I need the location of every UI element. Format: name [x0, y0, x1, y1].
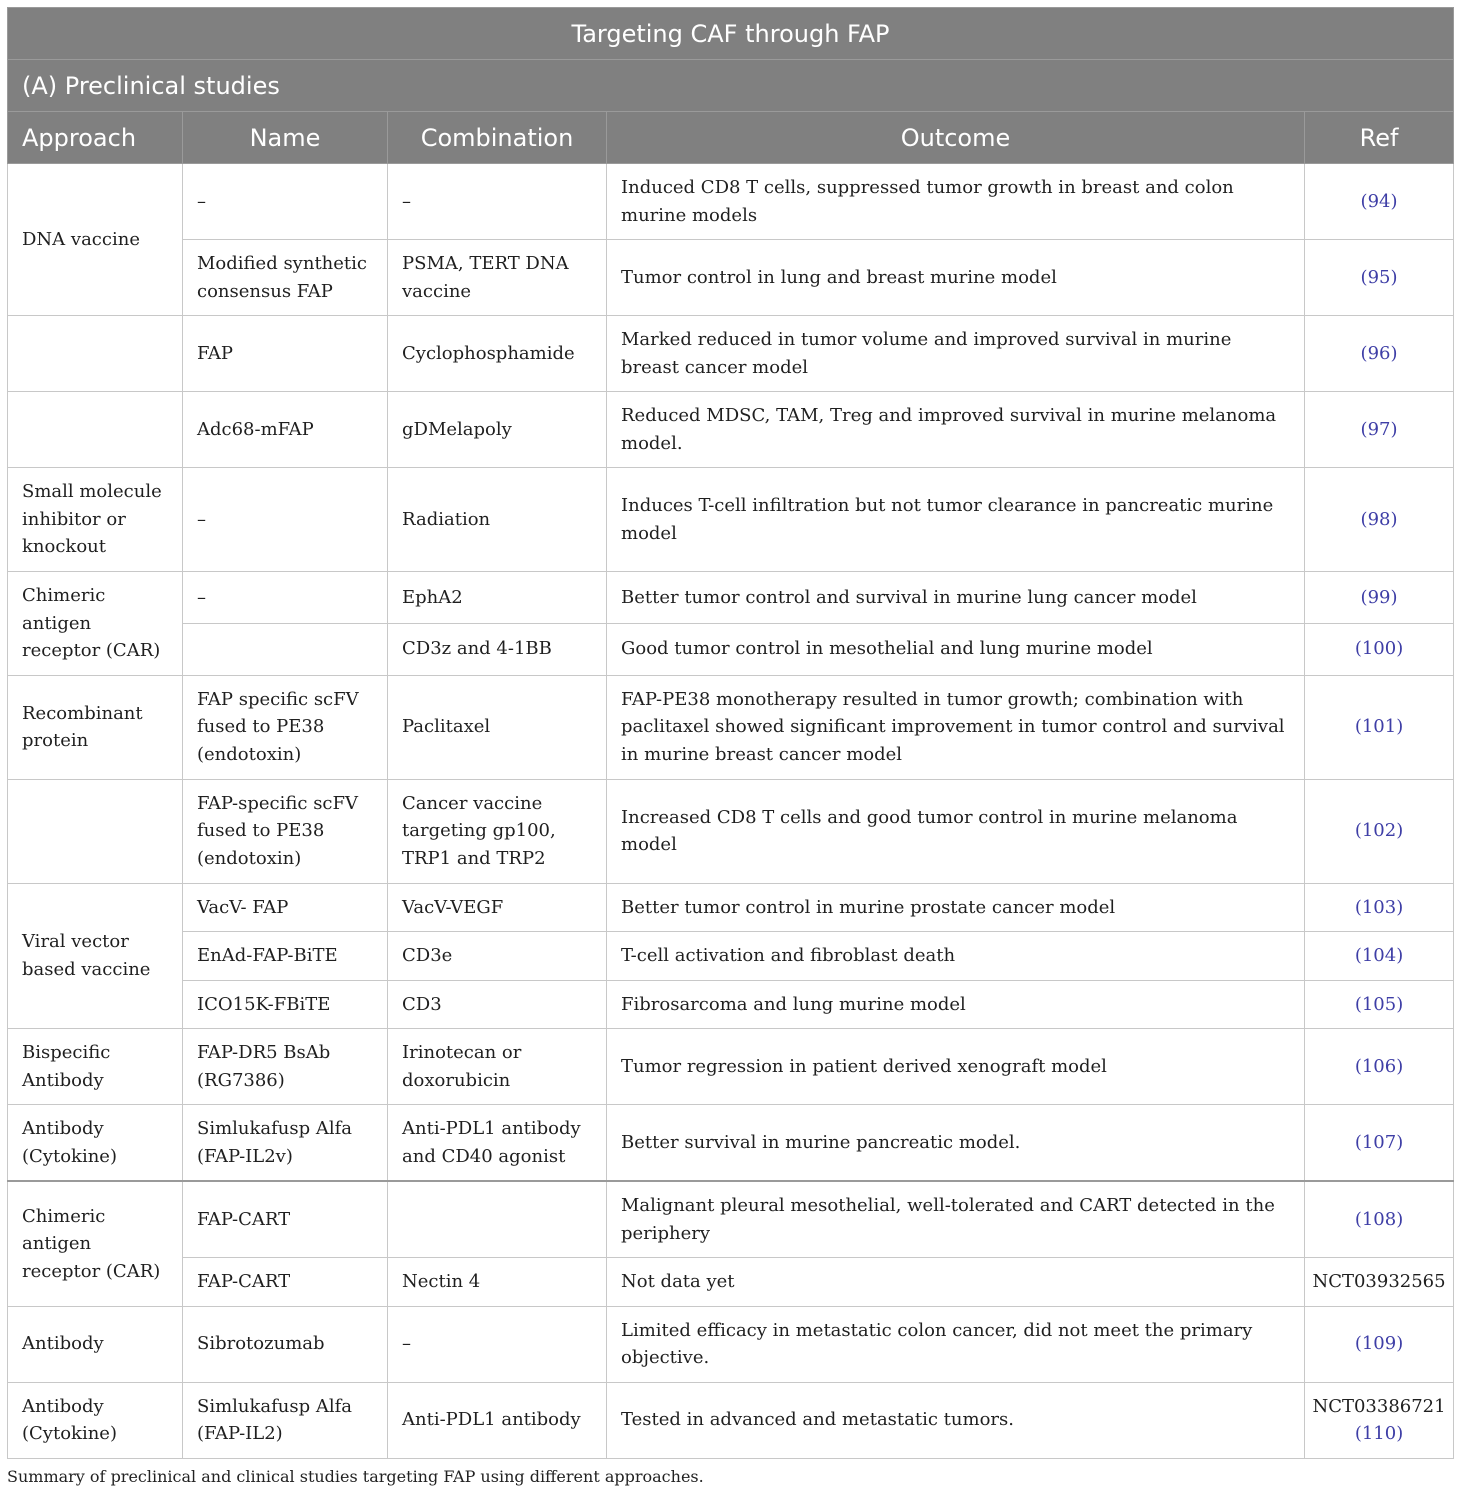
name-cell: Modified synthetic consensus FAP	[183, 240, 388, 316]
fap-table	[7, 7, 1454, 1459]
combination-cell: CD3	[388, 980, 607, 1029]
outcome-cell: Better tumor control and survival in murine lung cancer model	[607, 572, 1305, 624]
outcome-cell: Fibrosarcoma and lung murine model	[607, 980, 1305, 1029]
ref-cell	[1305, 1382, 1454, 1458]
column-header-outcome: Outcome	[607, 112, 1305, 164]
name-cell: Adc68-mFAP	[183, 392, 388, 468]
outcome-cell: Reduced MDSC, TAM, Treg and improved survival in murine melanoma model.	[607, 392, 1305, 468]
reference-link[interactable]: (107)	[1354, 1131, 1404, 1153]
combination-cell: gDMelapoly	[388, 392, 607, 468]
column-header-ref: Ref	[1305, 112, 1454, 164]
name-cell: Simlukafusp Alfa (FAP-IL2v)	[183, 1105, 388, 1182]
name-cell: EnAd-FAP-BiTE	[183, 932, 388, 981]
column-header-approach: Approach	[8, 112, 183, 164]
outcome-cell: Not data yet	[607, 1258, 1305, 1307]
table-row	[8, 164, 1454, 240]
reference-link[interactable]: (97)	[1360, 418, 1398, 440]
approach-cell: Bispecific Antibody	[8, 1029, 183, 1105]
section-heading: (A) Preclinical studies	[8, 60, 1454, 112]
table-caption: Summary of preclinical and clinical studies targeting FAP using different approaches.	[7, 1466, 704, 1486]
approach-cell	[8, 316, 183, 392]
outcome-cell: Increased CD8 T cells and good tumor control in murine melanoma model	[607, 779, 1305, 883]
name-cell: Simlukafusp Alfa (FAP-IL2)	[183, 1382, 388, 1458]
reference-link[interactable]: (108)	[1354, 1208, 1404, 1230]
table-row	[8, 1382, 1454, 1458]
table-row	[8, 1306, 1454, 1382]
outcome-cell: Induces T-cell infiltration but not tumor clearance in pancreatic murine model	[607, 468, 1305, 572]
reference-link[interactable]: (96)	[1360, 342, 1398, 364]
combination-cell: PSMA, TERT DNA vaccine	[388, 240, 607, 316]
name-cell	[183, 623, 388, 675]
name-cell: FAP-CART	[183, 1181, 388, 1258]
reference-link[interactable]: (103)	[1354, 896, 1404, 918]
reference-link[interactable]: (105)	[1354, 993, 1404, 1015]
name-cell: FAP-CART	[183, 1258, 388, 1307]
combination-cell: Cyclophosphamide	[388, 316, 607, 392]
ref-cell	[1305, 675, 1454, 779]
combination-cell: CD3e	[388, 932, 607, 981]
reference-link[interactable]: (95)	[1360, 266, 1398, 288]
ref-cell	[1305, 572, 1454, 624]
outcome-cell: Malignant pleural mesothelial, well-tolerated and CART detected in the periphery	[607, 1181, 1305, 1258]
outcome-cell: Marked reduced in tumor volume and improved survival in murine breast cancer model	[607, 316, 1305, 392]
ref-cell	[1305, 1105, 1454, 1182]
table-row	[8, 1258, 1454, 1307]
document-page	[7, 7, 1453, 1486]
name-cell: FAP-DR5 BsAb (RG7386)	[183, 1029, 388, 1105]
ref-cell: NCT03932565	[1305, 1258, 1454, 1307]
ref-cell	[1305, 316, 1454, 392]
combination-cell: –	[388, 1306, 607, 1382]
reference-link[interactable]: (98)	[1360, 508, 1398, 530]
table-title: Targeting CAF through FAP	[8, 8, 1454, 60]
approach-cell: Chimeric antigen receptor (CAR)	[8, 1181, 183, 1306]
reference-link[interactable]: (101)	[1354, 716, 1404, 738]
name-cell: ICO15K-FBiTE	[183, 980, 388, 1029]
table-row	[8, 1029, 1454, 1105]
combination-cell: EphA2	[388, 572, 607, 624]
approach-cell: Recombinant protein	[8, 675, 183, 779]
name-cell: Sibrotozumab	[183, 1306, 388, 1382]
outcome-cell: Better survival in murine pancreatic model.	[607, 1105, 1305, 1182]
trial-id: NCT03386721	[1312, 1395, 1446, 1417]
table-row	[8, 392, 1454, 468]
table-row	[8, 932, 1454, 981]
table-row	[8, 316, 1454, 392]
approach-cell: Antibody	[8, 1306, 183, 1382]
combination-cell: CD3z and 4-1BB	[388, 623, 607, 675]
outcome-cell: Induced CD8 T cells, suppressed tumor growth in breast and colon murine models	[607, 164, 1305, 240]
reference-link[interactable]: (99)	[1360, 586, 1398, 608]
approach-cell: Viral vector based vaccine	[8, 883, 183, 1029]
ref-cell	[1305, 1029, 1454, 1105]
reference-link[interactable]: (109)	[1354, 1333, 1404, 1355]
reference-link[interactable]: (100)	[1354, 638, 1404, 660]
ref-cell	[1305, 392, 1454, 468]
approach-cell	[8, 392, 183, 468]
table-row	[8, 980, 1454, 1029]
approach-cell: Chimeric antigen receptor (CAR)	[8, 572, 183, 676]
name-cell: FAP specific scFV fused to PE38 (endotoxin)	[183, 675, 388, 779]
ref-cell	[1305, 932, 1454, 981]
ref-cell	[1305, 1306, 1454, 1382]
name-cell: FAP	[183, 316, 388, 392]
table-row	[8, 675, 1454, 779]
name-cell: –	[183, 468, 388, 572]
outcome-cell: T-cell activation and fibroblast death	[607, 932, 1305, 981]
ref-cell	[1305, 980, 1454, 1029]
combination-cell: VacV-VEGF	[388, 883, 607, 932]
outcome-cell: Good tumor control in mesothelial and lung murine model	[607, 623, 1305, 675]
ref-cell	[1305, 468, 1454, 572]
table-row	[8, 779, 1454, 883]
approach-cell: Antibody (Cytokine)	[8, 1105, 183, 1182]
table-row	[8, 1181, 1454, 1258]
table-row	[8, 883, 1454, 932]
outcome-cell: Limited efficacy in metastatic colon cancer, did not meet the primary objective.	[607, 1306, 1305, 1382]
name-cell: VacV- FAP	[183, 883, 388, 932]
combination-cell: Anti-PDL1 antibody and CD40 agonist	[388, 1105, 607, 1182]
ref-cell	[1305, 164, 1454, 240]
approach-cell: DNA vaccine	[8, 164, 183, 316]
reference-link[interactable]: (104)	[1354, 945, 1404, 966]
approach-cell: Small molecule inhibitor or knockout	[8, 468, 183, 572]
reference-link[interactable]: (106)	[1354, 1055, 1404, 1077]
combination-cell: Paclitaxel	[388, 675, 607, 779]
ref-cell	[1305, 1181, 1454, 1258]
table-row	[8, 1105, 1454, 1182]
combination-cell: –	[388, 164, 607, 240]
combination-cell: Nectin 4	[388, 1258, 607, 1307]
outcome-cell: Tumor control in lung and breast murine model	[607, 240, 1305, 316]
name-cell: –	[183, 572, 388, 624]
outcome-cell: FAP-PE38 monotherapy resulted in tumor growth; combination with paclitaxel showed significant improvement in tumor control and survival in murine breast cancer model	[607, 675, 1305, 779]
table-row	[8, 572, 1454, 624]
combination-cell: Radiation	[388, 468, 607, 572]
combination-cell: Cancer vaccine targeting gp100, TRP1 and TRP2	[388, 779, 607, 883]
column-header-combination: Combination	[388, 112, 607, 164]
table-row	[8, 623, 1454, 675]
approach-cell	[8, 779, 183, 883]
column-header-name: Name	[183, 112, 388, 164]
approach-cell: Antibody (Cytokine)	[8, 1382, 183, 1458]
ref-cell	[1305, 623, 1454, 675]
outcome-cell: Tumor regression in patient derived xenograft model	[607, 1029, 1305, 1105]
outcome-cell: Better tumor control in murine prostate cancer model	[607, 883, 1305, 932]
outcome-cell: Tested in advanced and metastatic tumors.	[607, 1382, 1305, 1458]
name-cell: FAP-specific scFV fused to PE38 (endotoxin)	[183, 779, 388, 883]
ref-cell	[1305, 883, 1454, 932]
combination-cell: Irinotecan or doxorubicin	[388, 1029, 607, 1105]
ref-cell	[1305, 240, 1454, 316]
reference-link[interactable]: (94)	[1360, 190, 1398, 212]
combination-cell	[388, 1181, 607, 1258]
table-row	[8, 240, 1454, 316]
name-cell: –	[183, 164, 388, 240]
combination-cell: Anti-PDL1 antibody	[388, 1382, 607, 1458]
table-row	[8, 468, 1454, 572]
ref-cell	[1305, 779, 1454, 883]
reference-link[interactable]: (110)	[1354, 1423, 1404, 1444]
reference-link[interactable]: (102)	[1354, 820, 1404, 842]
